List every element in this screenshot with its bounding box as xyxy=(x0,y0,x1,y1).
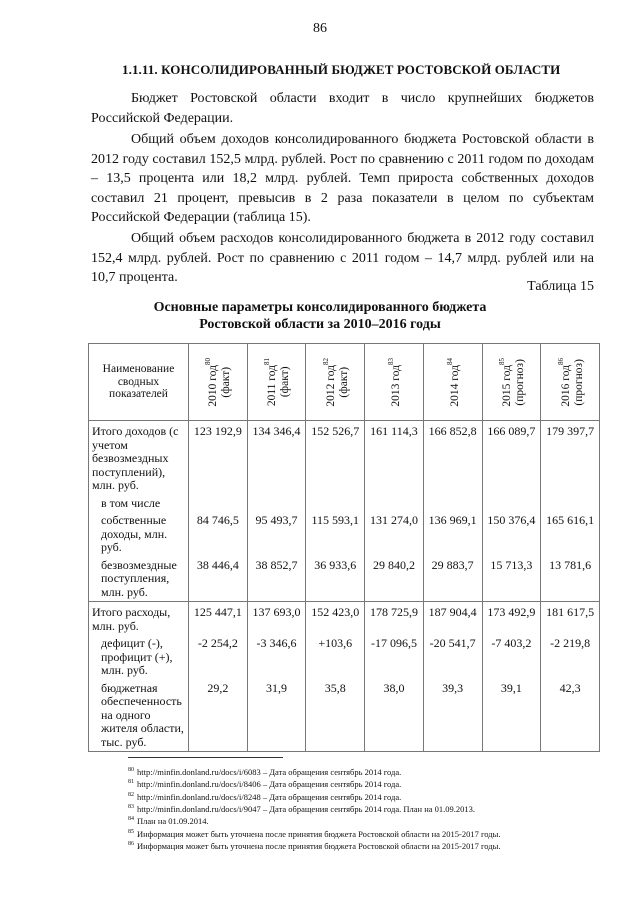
header-year: 2016 год xyxy=(559,364,572,407)
table-row-deficit xyxy=(89,635,600,680)
footnote-text: План на 01.09.2014. xyxy=(137,816,209,827)
footnote-mark: 86 xyxy=(128,840,134,847)
cell-value: 39,3 xyxy=(423,680,482,752)
table-row-including xyxy=(89,495,600,513)
header-year-col xyxy=(189,344,248,421)
cell-value: 35,8 xyxy=(306,680,365,752)
footnote xyxy=(128,839,608,851)
cell-value: 36 933,6 xyxy=(306,557,365,602)
cell-value: 181 617,5 xyxy=(541,602,600,636)
footnote-ref: 84 xyxy=(445,357,454,365)
header-note: (факт) xyxy=(220,366,233,398)
footnotes xyxy=(128,765,608,851)
cell-value: 152 526,7 xyxy=(306,421,365,495)
budget-table xyxy=(88,343,600,752)
header-year: 2012 год xyxy=(324,364,337,407)
footnote-text: Информация может быть уточнена после принятия бюджета Ростовской области на 2015-2017 годы. xyxy=(137,828,501,839)
cell-value: +103,6 xyxy=(306,635,365,680)
paragraph-3: Общий объем расходов консолидированного бюджета в 2012 году составил 152,4 млрд. рублей. Рост по сравнению с 2011 годом – 14,7 млрд. рублей или на 10,7 процента. xyxy=(91,231,594,285)
footnote-mark: 83 xyxy=(128,803,134,810)
cell-value: 115 593,1 xyxy=(306,512,365,557)
table-title xyxy=(0,299,640,333)
cell-value: 137 693,0 xyxy=(247,602,306,636)
header-year: 2015 год xyxy=(500,364,513,407)
header-year-col xyxy=(423,344,482,421)
cell-value: 39,1 xyxy=(482,680,541,752)
footnote xyxy=(128,790,608,802)
footnote-mark: 81 xyxy=(128,779,134,786)
footnote-ref: 81 xyxy=(263,357,272,365)
footnote xyxy=(128,802,608,814)
cell-value: 165 616,1 xyxy=(541,512,600,557)
cell-value: 38 446,4 xyxy=(189,557,248,602)
cell-value: -3 346,6 xyxy=(247,635,306,680)
cell-value: 84 746,5 xyxy=(189,512,248,557)
footnote-text: http://minfin.donland.ru/docs/i/9047 – Дата обращения сентябрь 2014 года. План на 01.09.2013. xyxy=(137,803,476,814)
table-row-total-expenses xyxy=(89,602,600,636)
footnote-text: http://minfin.donland.ru/docs/i/8406 – Дата обращения сентябрь 2014 года. xyxy=(137,779,402,790)
cell-value: 29,2 xyxy=(189,680,248,752)
cell-value: 29 840,2 xyxy=(365,557,424,602)
cell-value: 123 192,9 xyxy=(189,421,248,495)
footnote-text: Информация может быть уточнена после принятия бюджета Ростовской области на 2015-2017 годы. xyxy=(137,840,501,851)
header-year: 2014 год xyxy=(448,364,461,407)
cell-value: 173 492,9 xyxy=(482,602,541,636)
footnote-ref: 83 xyxy=(387,357,396,365)
header-year: 2013 год xyxy=(389,364,402,407)
cell-value: -17 096,5 xyxy=(365,635,424,680)
cell-value: -7 403,2 xyxy=(482,635,541,680)
page-number: 86 xyxy=(313,21,327,36)
row-label: собственные доходы, млн. руб. xyxy=(89,512,189,557)
footnote-divider xyxy=(128,757,283,758)
cell-value: 161 114,3 xyxy=(365,421,424,495)
table-title-line-2: Ростовской области за 2010–2016 годы xyxy=(199,317,441,332)
cell-value: -20 541,7 xyxy=(423,635,482,680)
footnote-ref: 80 xyxy=(204,357,213,365)
cell-value: 150 376,4 xyxy=(482,512,541,557)
footnote xyxy=(128,814,608,826)
footnote-text: http://minfin.donland.ru/docs/i/6083 – Дата обращения сентябрь 2014 года. xyxy=(137,766,402,777)
footnote-ref: 82 xyxy=(321,357,330,365)
footnote-ref: 86 xyxy=(556,357,565,365)
cell-value: -2 254,2 xyxy=(189,635,248,680)
paragraph-2: Общий объем доходов консолидированного бюджета Ростовской области в 2012 году составил 152,5 млрд. рублей. Рост по сравнению с 2011 годом по доходам – 13,5 процента или 18,2 млрд. рублей. Темп прироста собственных доходов составил 21 процент, превысив в 2 раза показатели в целом по субъектам Российской Федерации (таблица 15). xyxy=(91,132,594,225)
footnote xyxy=(128,777,608,789)
header-year-col xyxy=(247,344,306,421)
cell-value: 31,9 xyxy=(247,680,306,752)
row-label: Итого доходов (с учетом безвозмездных поступлений), млн. руб. xyxy=(89,421,189,495)
table-row-own-income xyxy=(89,512,600,557)
row-label: в том числе xyxy=(89,495,189,513)
footnote-ref: 85 xyxy=(497,357,506,365)
cell-value: 136 969,1 xyxy=(423,512,482,557)
footnote-mark: 80 xyxy=(128,767,134,773)
footnote-mark: 85 xyxy=(128,828,134,835)
cell-value: 95 493,7 xyxy=(247,512,306,557)
header-note: (факт) xyxy=(337,366,350,398)
cell-value: 187 904,4 xyxy=(423,602,482,636)
cell-value: 13 781,6 xyxy=(541,557,600,602)
cell-value: 15 713,3 xyxy=(482,557,541,602)
header-note: (прогноз) xyxy=(513,358,526,406)
cell-value: 131 274,0 xyxy=(365,512,424,557)
section-heading: 1.1.11. КОНСОЛИДИРОВАННЫЙ БЮДЖЕТ РОСТОВСКОЙ ОБЛАСТИ xyxy=(122,62,561,77)
table-label: Таблица 15 xyxy=(527,279,594,294)
cell-value: 166 852,8 xyxy=(423,421,482,495)
header-note: (прогноз) xyxy=(572,358,585,406)
cell-value: -2 219,8 xyxy=(541,635,600,680)
row-label: дефицит (-), профицит (+), млн. руб. xyxy=(89,635,189,680)
header-year: 2010 год xyxy=(207,364,220,407)
row-label: Итого расходы, млн. руб. xyxy=(89,602,189,636)
cell-value: 38 852,7 xyxy=(247,557,306,602)
cell-value: 166 089,7 xyxy=(482,421,541,495)
cell-value: 152 423,0 xyxy=(306,602,365,636)
footnote xyxy=(128,765,608,777)
footnote xyxy=(128,827,608,839)
header-year: 2011 год xyxy=(265,364,278,407)
cell-value: 134 346,4 xyxy=(247,421,306,495)
footnote-mark: 84 xyxy=(128,816,134,823)
table-header-row xyxy=(89,344,600,421)
row-label: безвозмездные поступления, млн. руб. xyxy=(89,557,189,602)
cell-value: 29 883,7 xyxy=(423,557,482,602)
paragraph-1: Бюджет Ростовской области входит в число крупнейших бюджетов Российской Федерации. xyxy=(91,91,594,126)
row-label: бюджетная обеспеченность на одного жителя области, тыс. руб. xyxy=(89,680,189,752)
cell-value: 38,0 xyxy=(365,680,424,752)
table-row-per-capita xyxy=(89,680,600,752)
header-year-col xyxy=(482,344,541,421)
cell-value: 178 725,9 xyxy=(365,602,424,636)
footnote-mark: 82 xyxy=(128,791,134,798)
header-note: (факт) xyxy=(278,366,291,398)
table-title-line-1: Основные параметры консолидированного бюджета xyxy=(153,300,487,315)
header-indicator-name: Наименование сводных показателей xyxy=(89,344,189,421)
footnote-text: http://minfin.donland.ru/docs/i/8248 – Дата обращения сентябрь 2014 года. xyxy=(137,791,402,802)
header-year-col xyxy=(365,344,424,421)
cell-value: 179 397,7 xyxy=(541,421,600,495)
header-year-col xyxy=(541,344,600,421)
header-year-col xyxy=(306,344,365,421)
table-row-total-income xyxy=(89,421,600,495)
cell-value: 42,3 xyxy=(541,680,600,752)
table-row-grants xyxy=(89,557,600,602)
cell-value: 125 447,1 xyxy=(189,602,248,636)
